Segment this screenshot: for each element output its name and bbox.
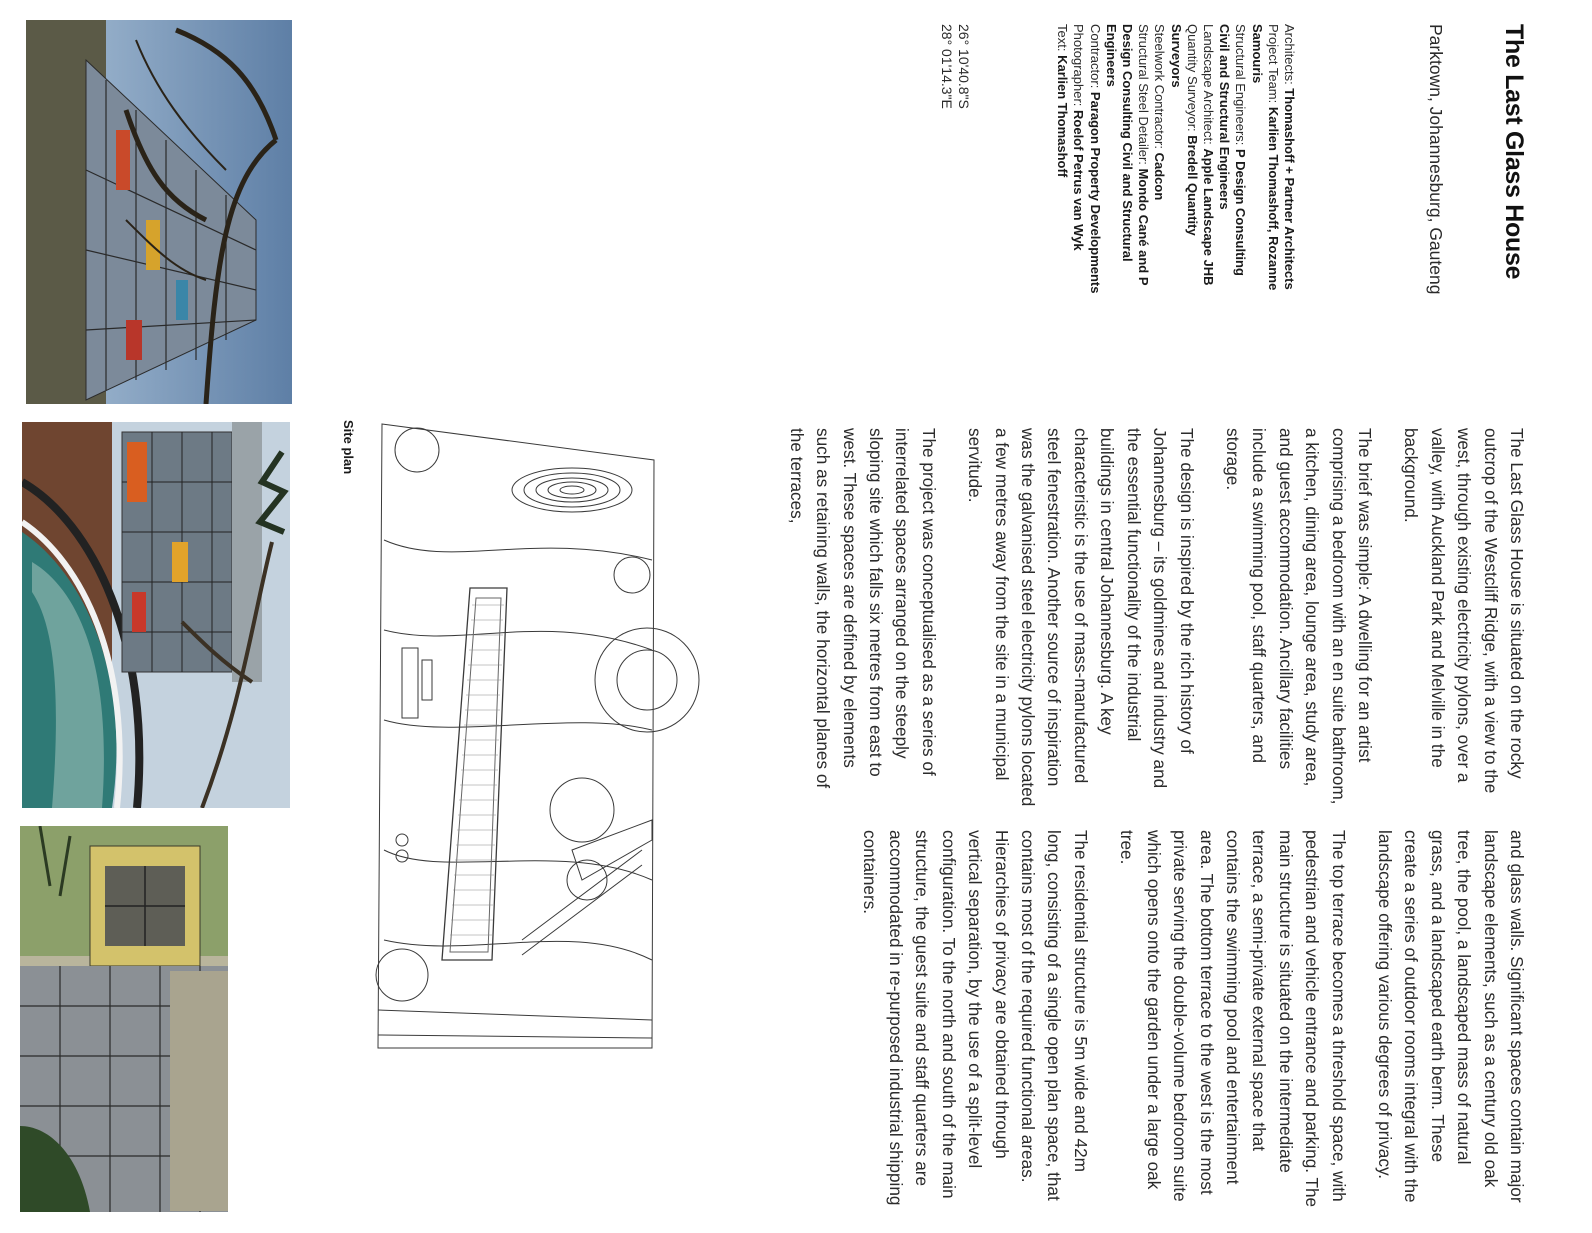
paragraph: The Last Glass House is situated on the rocky outcrop of the Westcliff Ridge, with a view to the west, through existing electricity pylons, over a valley, with Auckland Park and Melville in the background. xyxy=(1401,428,1527,794)
main-structure xyxy=(442,588,507,960)
site-plan-caption: Site plan xyxy=(341,420,356,475)
oak-tree xyxy=(595,628,699,732)
tree xyxy=(614,557,650,593)
paragraph: The design is inspired by the rich history of Johannesburg – its goldmines and industry and the essential functionality of the industrial buildings in central Johannesburg. A key characteristic is the use of mass-manufactured steel fenestration. Another source of inspiration was the galvanised steel electricity pylons located a few metres away from the site in a municipal servitude. xyxy=(965,428,1197,807)
site-boundary xyxy=(378,424,654,1048)
credit-quantity-surveyor: Quantity Surveyor: Bredell Quantity Surveyors xyxy=(1168,24,1200,236)
location-subtitle: Parktown, Johannesburg, Gauteng xyxy=(1426,24,1446,295)
credit-steelwork-contractor: Steelwork Contractor: Cadcon xyxy=(1152,24,1168,201)
tree xyxy=(567,860,607,900)
gps-coordinates xyxy=(938,24,972,224)
paragraph: The residential structure is 5m wide and 42m long, consisting of a single open plan space, that contains most of the required functional areas. Hierarchies of privacy are obtained through vertical separation, by the use of a split-level configuration. To the north and south of the main structure, the guest suite and staff quarters are accommodated in re-purposed industrial shipping containers. xyxy=(859,830,1091,1206)
container-facade-photo xyxy=(20,826,228,1212)
page-title: The Last Glass House xyxy=(1500,24,1528,280)
paragraph: The top terrace becomes a threshold space, with pedestrian and vehicle entrance and parking. The main structure is situated on the intermediate terrace, a semi-private external space that contains the swimming pool and entertainment area. The bottom terrace to the west is the most private serving the double-volume bedroom suite which opens onto the garden under a large oak tree. xyxy=(1117,830,1349,1208)
pool-terrace-photo xyxy=(22,422,290,808)
paragraph: and glass walls. Significant spaces contain major landscape elements, such as a century old oak tree, the pool, a landscaped mass of natural grass, and a landscaped earth berm. These create a series of outdoor rooms integral with the landscape offering various degrees of privacy. xyxy=(1374,830,1527,1203)
credit-photographer: Photographer: Roelof Petrus van Wyk xyxy=(1071,24,1087,251)
credit-landscape-architect: Landscape Architect: Apple Landscape JHB xyxy=(1200,24,1216,286)
credit-text: Text: Karlien Thomashoff xyxy=(1055,24,1071,178)
body-column-1 xyxy=(783,428,1530,808)
credit-architects: Architects: Thomashoff + Partner Architects xyxy=(1282,24,1297,290)
pool-circle xyxy=(550,778,614,842)
longitude: 28° 01'14.3"E xyxy=(939,24,955,109)
credit-structural-engineers: Structural Engineers: P Design Consulting Civil and Structural Engineers xyxy=(1217,24,1249,276)
credit-steel-detailer: Structural Steel Detailer: Mondo Cané and P Design Consulting Civil and Structural Engineers xyxy=(1103,24,1152,286)
credit-project-team: Project Team: Karlien Thomashoff, Rozanne Samouris xyxy=(1249,24,1281,291)
site-plan-svg xyxy=(372,420,702,1050)
credit-contractor: Contractor: Paragon Property Developments xyxy=(1087,24,1103,294)
paragraph: The project was conceptualised as a series of interrelated spaces arranged on the steeply sloping site which falls six metres from east to west. These spaces are defined by elements such as retaining walls, the horizontal planes of the terraces, xyxy=(786,428,939,789)
paragraph: The brief was simple: A dwelling for an artist comprising a bedroom with an en suite bathroom, a kitchen, dining area, lounge area, study area, and guest accommodation. Ancillary facilities include a swimming pool, staff quarters, and storage. xyxy=(1222,428,1375,805)
tree xyxy=(395,428,439,472)
latitude: 26° 10'40.8"S xyxy=(956,24,972,109)
house-exterior-photo xyxy=(26,20,292,404)
tree xyxy=(376,949,428,1001)
project-credits xyxy=(1054,24,1297,296)
body-column-2 xyxy=(856,830,1530,1210)
site-plan-drawing xyxy=(372,420,702,1050)
